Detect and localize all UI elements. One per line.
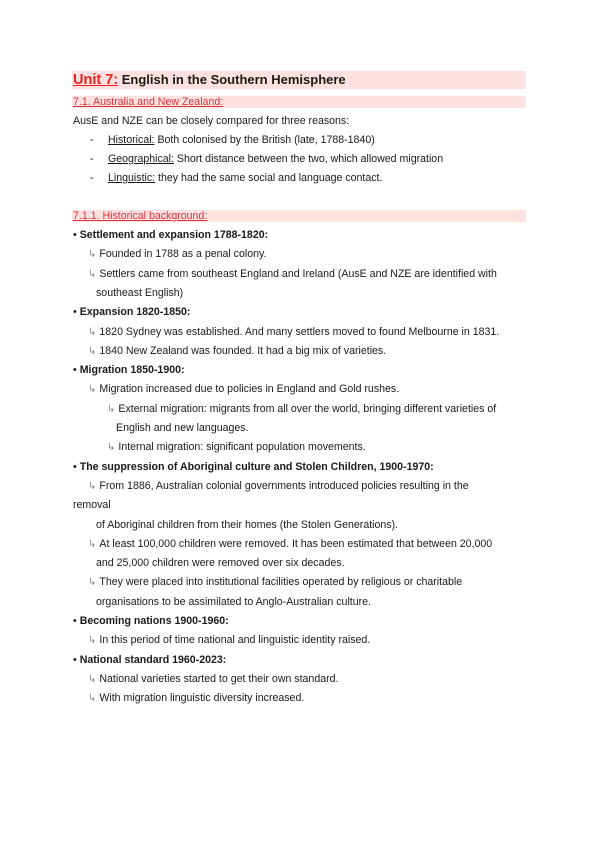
return-arrow-icon: ↳ <box>88 481 97 492</box>
reason-label: Linguistic: <box>108 172 156 184</box>
period-heading <box>73 614 229 628</box>
bullet-dot: • <box>73 306 77 318</box>
bullet-dot: • <box>73 654 77 666</box>
reason-geographical <box>90 152 443 166</box>
period-heading-text: The suppression of Aboriginal culture and Stolen Children, 1900-1970: <box>79 461 434 473</box>
period-heading-text: Settlement and expansion 1788-1820: <box>79 229 269 241</box>
list-item <box>88 537 492 552</box>
section-intro: AusE and NZE can be closely compared for three reasons: <box>73 115 350 127</box>
list-item <box>88 672 338 687</box>
list-item-text: In this period of time national and linguistic identity raised. <box>99 634 371 646</box>
list-item-text: Founded in 1788 as a penal colony. <box>99 248 267 260</box>
unit-label: Unit 7: <box>73 72 119 88</box>
reason-label: Historical: <box>108 134 155 146</box>
bullet-dot: • <box>73 461 77 473</box>
reason-label: Geographical: <box>108 153 174 165</box>
period-heading-text: Becoming nations 1900-1960: <box>79 615 229 627</box>
period-heading <box>73 460 434 474</box>
list-item-text: Settlers came from southeast England and Ireland (AusE and NZE are identified with <box>99 268 497 280</box>
list-item <box>88 691 304 706</box>
reason-historical <box>90 133 375 147</box>
return-arrow-icon: ↳ <box>88 346 97 357</box>
subsection-heading: 7.1.1. Historical background: <box>73 210 208 222</box>
return-arrow-icon: ↳ <box>107 442 116 453</box>
continuation-line: organisations to be assimilated to Anglo-Australian culture. <box>96 596 372 608</box>
unit-title-text: English in the Southern Hemisphere <box>121 72 346 87</box>
continuation-line: of Aboriginal children from their homes (the Stolen Generations). <box>96 519 399 531</box>
list-item-text: External migration: migrants from all over the world, bringing different varieties of <box>118 403 497 415</box>
list-item <box>88 267 497 282</box>
reason-text: they had the same social and language contact. <box>155 172 383 184</box>
reason-text: Short distance between the two, which allowed migration <box>173 153 444 165</box>
section-heading: 7.1. Australia and New Zealand: <box>73 96 224 108</box>
list-item-text: Internal migration: significant population movements. <box>118 441 366 453</box>
period-heading <box>73 653 226 667</box>
period-heading-text: National standard 1960-2023: <box>79 654 227 666</box>
continuation-line: southeast English) <box>96 287 184 299</box>
list-item <box>88 479 469 494</box>
return-arrow-icon: ↳ <box>88 249 97 260</box>
return-arrow-icon: ↳ <box>88 635 97 646</box>
list-item <box>88 344 386 359</box>
dash-marker: - <box>90 172 94 184</box>
reason-text: Both colonised by the British (late, 1788-1840) <box>154 134 375 146</box>
list-item <box>88 575 462 590</box>
list-item <box>88 382 399 397</box>
list-item-text: They were placed into institutional facilities operated by religious or charitable <box>99 576 463 588</box>
bullet-dot: • <box>73 615 77 627</box>
list-item <box>88 633 370 648</box>
list-item-text: 1820 Sydney was established. And many settlers moved to found Melbourne in 1831. <box>99 326 500 338</box>
return-arrow-icon: ↳ <box>88 384 97 395</box>
reason-linguistic <box>90 171 382 185</box>
list-item <box>88 325 499 340</box>
unit-title <box>73 72 346 88</box>
continuation-line: removal <box>73 499 111 511</box>
period-heading <box>73 305 190 319</box>
return-arrow-icon: ↳ <box>88 674 97 685</box>
return-arrow-icon: ↳ <box>107 404 116 415</box>
continuation-line: English and new languages. <box>116 422 249 434</box>
bullet-dot: • <box>73 229 77 241</box>
list-item-text: Migration increased due to policies in England and Gold rushes. <box>99 383 400 395</box>
list-item-text: With migration linguistic diversity increased. <box>99 692 305 704</box>
sub-list-item <box>107 440 366 455</box>
dash-marker: - <box>90 153 94 165</box>
return-arrow-icon: ↳ <box>88 327 97 338</box>
list-item-text: From 1886, Australian colonial governments introduced policies resulting in the <box>99 480 469 492</box>
dash-marker: - <box>90 134 94 146</box>
return-arrow-icon: ↳ <box>88 577 97 588</box>
return-arrow-icon: ↳ <box>88 269 97 280</box>
period-heading <box>73 228 268 242</box>
list-item-text: At least 100,000 children were removed. It has been estimated that between 20,000 <box>99 538 493 550</box>
sub-list-item <box>107 402 496 417</box>
return-arrow-icon: ↳ <box>88 539 97 550</box>
list-item-text: 1840 New Zealand was founded. It had a big mix of varieties. <box>99 345 387 357</box>
period-heading-text: Migration 1850-1900: <box>79 364 185 376</box>
period-heading <box>73 363 185 377</box>
continuation-line: and 25,000 children were removed over six decades. <box>96 557 345 569</box>
list-item <box>88 247 266 262</box>
return-arrow-icon: ↳ <box>88 693 97 704</box>
list-item-text: National varieties started to get their own standard. <box>99 673 339 685</box>
bullet-dot: • <box>73 364 77 376</box>
period-heading-text: Expansion 1820-1850: <box>79 306 191 318</box>
